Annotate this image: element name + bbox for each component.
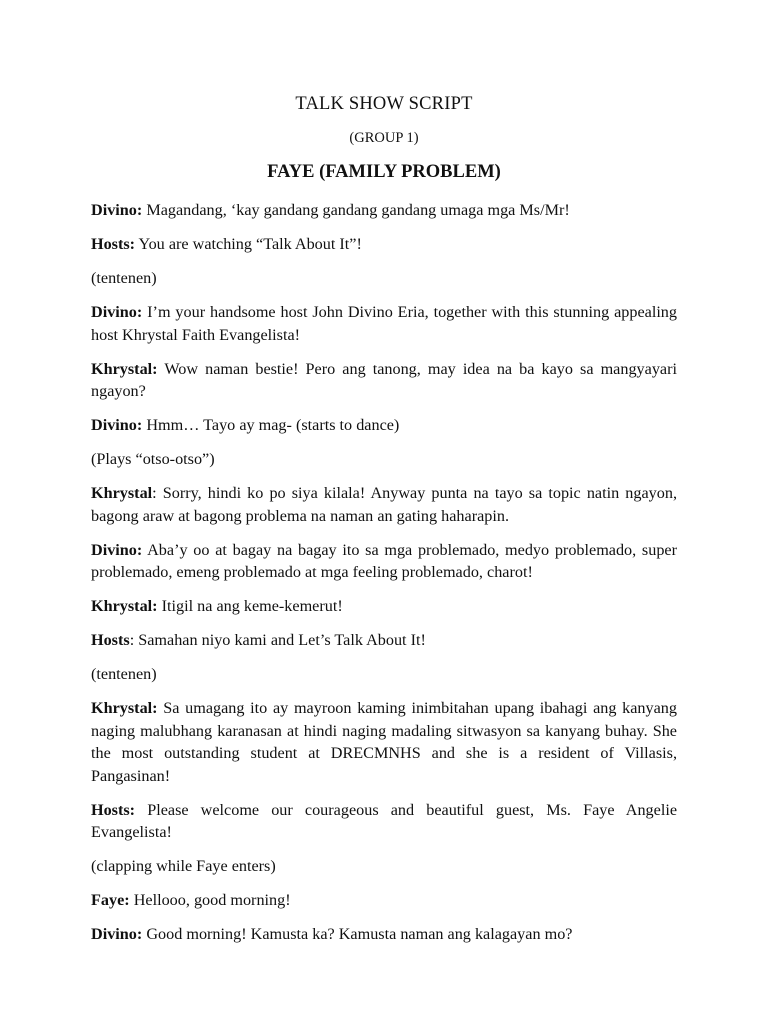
line-text: Aba’y oo at bagay na bagay ito sa mga problemado, medyo problemado, super problemado, emeng problemado at mga feeling problemado, charot!	[91, 540, 677, 581]
line-text: Good morning! Kamusta ka? Kamusta naman ang kalagayan mo?	[142, 925, 573, 943]
group-label: (GROUP 1)	[349, 130, 419, 146]
line-text: Magandang, ‘kay gandang gandang gandang umaga mga Ms/Mr!	[142, 201, 570, 219]
script-line	[91, 301, 677, 346]
stage-direction	[91, 663, 677, 686]
line-text: You are watching “Talk About It”!	[135, 235, 362, 253]
script-lines	[91, 199, 677, 957]
line-text: (tentenen)	[91, 665, 157, 683]
line-text: Sa umagang ito ay mayroon kaming inimbitahan upang ibahagi ang kanyang naging malubhang karanasan at hindi naging madaling sitwasyon sa kanyang buhay. She the most outstanding student at DRECMNHS and she is a resident of Villasis, Pangasinan!	[91, 699, 677, 785]
speaker-name: Divino:	[91, 925, 143, 943]
speaker-name: Divino:	[91, 201, 143, 219]
stage-direction	[91, 267, 677, 290]
page-title: TALK SHOW SCRIPT	[295, 94, 473, 114]
script-line	[91, 358, 677, 403]
line-text: Wow naman bestie! Pero ang tanong, may idea na ba kayo sa mangyayari ngayon?	[91, 359, 677, 400]
line-text: Please welcome our courageous and beautiful guest, Ms. Faye Angelie Evangelista!	[91, 800, 677, 841]
script-line	[91, 233, 677, 256]
speaker-name: Hosts	[91, 631, 130, 649]
speaker-name: Khrystal:	[91, 597, 158, 615]
line-text: (tentenen)	[91, 269, 157, 287]
speaker-name: Hosts:	[91, 235, 136, 253]
script-line	[91, 629, 677, 652]
stage-direction	[91, 855, 677, 878]
line-text: Itigil na ang keme-kemerut!	[157, 597, 343, 615]
script-line	[91, 414, 677, 437]
script-line	[91, 595, 677, 618]
line-text: : Sorry, hindi ko po siya kilala! Anyway punta na tayo sa topic natin ngayon, bagong araw at bagong problema na naman an gating haharapin.	[91, 484, 677, 525]
script-line	[91, 539, 677, 584]
script-line	[91, 923, 677, 946]
script-subject: FAYE (FAMILY PROBLEM)	[267, 162, 501, 182]
script-line	[91, 199, 677, 222]
speaker-name: Faye:	[91, 891, 130, 909]
script-line	[91, 799, 677, 844]
speaker-name: Divino:	[91, 303, 143, 321]
speaker-name: Hosts:	[91, 800, 136, 819]
line-text: (Plays “otso-otso”)	[91, 450, 215, 468]
line-text: Hellooo, good morning!	[129, 891, 291, 909]
script-line	[91, 889, 677, 912]
line-text: : Samahan niyo kami and Let’s Talk About It!	[129, 631, 426, 649]
stage-direction	[91, 448, 677, 471]
speaker-name: Khrystal:	[91, 699, 158, 717]
script-line	[91, 697, 677, 787]
speaker-name: Khrystal	[91, 484, 153, 502]
speaker-name: Khrystal:	[91, 359, 158, 378]
speaker-name: Divino:	[91, 416, 143, 434]
speaker-name: Divino:	[91, 540, 143, 559]
line-text: (clapping while Faye enters)	[91, 857, 276, 875]
script-line	[91, 482, 677, 527]
line-text: Hmm… Tayo ay mag- (starts to dance)	[142, 416, 400, 434]
line-text: I’m your handsome host John Divino Eria, together with this stunning appealing host Khrystal Faith Evangelista!	[91, 303, 677, 344]
